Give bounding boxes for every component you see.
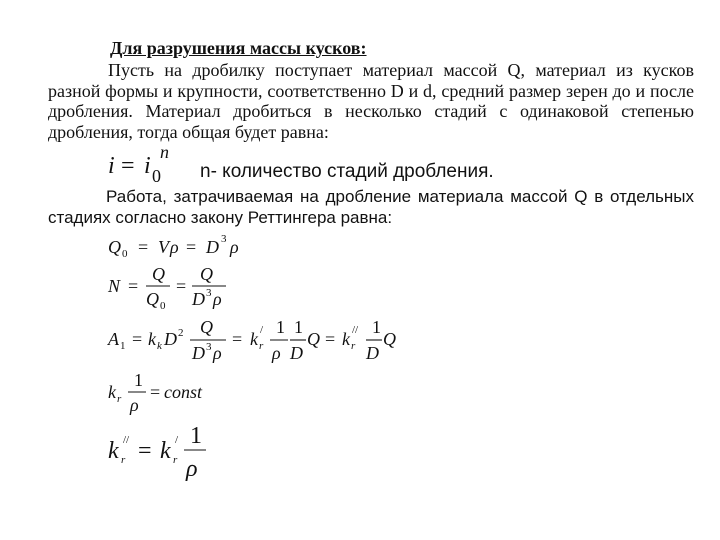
formula-symbol: = — [232, 329, 243, 349]
formula-symbol: 1 — [276, 317, 285, 337]
formula-symbol: k — [108, 382, 116, 402]
formula-symbol: = — [186, 237, 197, 257]
formula-subscript: r — [351, 340, 356, 352]
formula-subscript: 0 — [122, 248, 128, 260]
formula-symbol: = — [138, 438, 152, 464]
intro-paragraph: Пусть на дробилку поступает материал массой Q, материал из кусков разной формы и крупности, соответственно D и d, средний размер зерен до и после дробления. Материал дробиться в несколько стадий с одинаковой степенью дробления, тогда общая будет равна: — [48, 60, 694, 142]
formula-symbol: k — [250, 329, 258, 349]
formula-superscript: // — [352, 324, 359, 336]
formula-symbol: D — [164, 329, 177, 349]
formula-symbol: D — [290, 343, 303, 363]
formula-symbol: Q — [152, 264, 165, 284]
work-paragraph: Работа, затрачиваемая на дробление материала массой Q в отдельных стадиях согласно закону Реттингера равна: — [48, 187, 694, 227]
formula-symbol: 1 — [134, 370, 143, 390]
formula-symbol: Q — [383, 329, 396, 349]
formula-symbol: 1 — [190, 423, 202, 449]
formula-superscript: / — [175, 434, 179, 446]
formula-symbol: = — [176, 276, 187, 296]
section-heading: Для разрушения массы кусков: — [110, 38, 367, 58]
formula-symbol: k — [160, 438, 171, 464]
formula-superscript: n — [160, 142, 169, 162]
formula-symbol: Q — [200, 317, 213, 337]
formula-symbol: Q — [307, 329, 320, 349]
formula-symbol: = — [138, 237, 149, 257]
formula-symbol: ρ — [130, 395, 139, 415]
formula-symbol: = — [150, 382, 161, 402]
formula-subscript: r — [117, 393, 122, 405]
formula-mass — [108, 233, 239, 260]
formula-total-ratio — [108, 142, 169, 186]
formula-symbol: ρ — [186, 456, 198, 482]
formula-coefficient — [108, 423, 206, 482]
formula-superscript: 3 — [206, 341, 212, 353]
formula-superscript: 2 — [178, 327, 184, 339]
formula-symbol: D — [366, 343, 379, 363]
formula-piece-count — [107, 264, 226, 312]
formula-symbol: = — [121, 153, 135, 179]
formula-subscript: r — [259, 340, 264, 352]
formula-symbol: ρ — [170, 237, 179, 257]
formula-symbol: D — [192, 343, 205, 363]
formula-symbol: k — [342, 329, 350, 349]
formula-symbol: 1 — [372, 317, 381, 337]
formula-constant — [108, 370, 203, 415]
formula-symbol: ρ — [213, 343, 222, 363]
formula-symbol: N — [108, 276, 121, 296]
formula-subscript: 0 — [160, 300, 166, 312]
formula-symbol: const — [164, 382, 202, 402]
formula-superscript: 3 — [221, 233, 227, 245]
formula-symbol: Q — [200, 264, 213, 284]
formula-symbol: 1 — [294, 317, 303, 337]
formula-symbol: Q — [108, 237, 121, 257]
formula-symbol: ρ — [213, 289, 222, 309]
formula-subscript: r — [173, 454, 178, 466]
formula-symbol: i — [144, 153, 151, 179]
formula-symbol: Q — [146, 289, 159, 309]
stage-count-note: n- количество стадий дробления. — [200, 161, 494, 182]
formula-symbol: V — [158, 237, 169, 257]
formula-symbol: k — [148, 329, 156, 349]
formula-symbol: = — [128, 276, 139, 296]
formula-superscript: // — [123, 434, 130, 446]
formula-work — [107, 317, 396, 363]
formula-subscript: r — [121, 454, 126, 466]
formula-superscript: 3 — [206, 287, 212, 299]
formula-symbol: A — [108, 329, 119, 349]
formula-symbol: ρ — [230, 237, 239, 257]
formula-symbol: = — [325, 329, 336, 349]
formula-symbol: i — [108, 153, 115, 179]
formula-symbol: = — [132, 329, 143, 349]
formula-symbol: D — [206, 237, 219, 257]
formula-superscript: / — [260, 324, 264, 336]
formula-subscript: 0 — [152, 166, 161, 186]
formula-symbol: D — [192, 289, 205, 309]
formula-symbol: ρ — [272, 343, 281, 363]
formula-symbol: k — [108, 438, 119, 464]
formula-subscript: k — [157, 340, 162, 352]
formula-subscript: 1 — [120, 340, 126, 352]
